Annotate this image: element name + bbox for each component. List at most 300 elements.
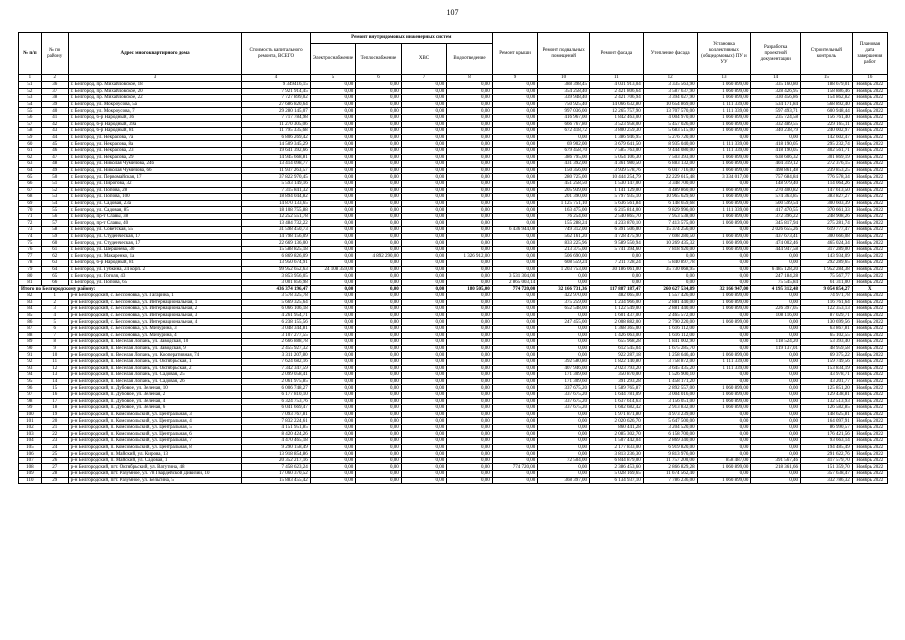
column-index: 14	[751, 75, 801, 82]
amount-cell: 0,00	[447, 444, 493, 451]
amount-cell: 562 161,20	[538, 233, 590, 240]
amount-cell: 0,00	[492, 253, 538, 260]
index-cell: 90	[19, 345, 42, 352]
amount-cell: 0,00	[643, 253, 697, 260]
amount-cell: 0,00	[401, 128, 447, 135]
index-cell: 11	[41, 358, 68, 365]
date-cell: Ноябрь 2022	[852, 464, 887, 471]
amount-cell: 749 312,00	[538, 227, 590, 234]
amount-cell: 7 503 393,00	[643, 154, 697, 161]
table-row	[19, 471, 888, 478]
amount-cell: 0,00	[310, 471, 356, 478]
table-row	[19, 88, 888, 95]
amount-cell: 418 190,05	[751, 141, 801, 148]
index-cell: 59	[19, 134, 42, 141]
amount-cell: 0,00	[310, 411, 356, 418]
table-row	[19, 391, 888, 398]
amount-cell: 0,00	[751, 372, 801, 379]
amount-cell: 0,00	[401, 233, 447, 240]
table-row	[19, 332, 888, 339]
amount-cell: 5 741 394,60	[590, 246, 644, 253]
date-cell: Ноябрь 2022	[852, 319, 887, 326]
amount-cell: 2 085 302,70	[590, 431, 644, 438]
amount-cell: 1 111 339,00	[697, 207, 751, 214]
amount-cell: 0,00	[447, 101, 493, 108]
amount-cell: 69 375,22	[800, 352, 852, 359]
amount-cell: 0,00	[538, 352, 590, 359]
amount-cell: 13 918 854,86	[242, 451, 310, 458]
amount-cell: 0,00	[401, 424, 447, 431]
amount-cell: 0,00	[401, 438, 447, 445]
index-cell: 9	[41, 345, 68, 352]
amount-cell: 0,00	[751, 352, 801, 359]
amount-cell: 0,00	[356, 266, 402, 273]
amount-cell: 1 203 753,00	[538, 266, 590, 273]
amount-cell: 4 892 290,00	[356, 253, 402, 260]
amount-cell: 350 870,00	[590, 372, 644, 379]
header-design: Разработка проектной документации	[751, 33, 801, 75]
amount-cell: 1 060 899,00	[697, 200, 751, 207]
amount-cell: 1 530 147,00	[590, 180, 644, 187]
amount-cell: 672 418,72	[538, 128, 590, 135]
amount-cell: 7 458 623,24	[242, 464, 310, 471]
date-cell: Ноябрь 2022	[852, 345, 887, 352]
index-cell: 27	[41, 464, 68, 471]
amount-cell: 0,00	[492, 82, 538, 89]
subtotal-cell: 32 166 731,36	[538, 286, 590, 293]
amount-cell: 155 288,24	[538, 220, 590, 227]
amount-cell: 0,00	[310, 82, 356, 89]
amount-cell: 0,00	[310, 128, 356, 135]
amount-cell: 0,00	[538, 279, 590, 286]
amount-cell: 0,00	[310, 372, 356, 379]
amount-cell: 7 818 920,00	[643, 246, 697, 253]
address-cell: р-н Белгородский, с. Бессоновка, ул. Интернациональная, 2	[68, 306, 242, 313]
amount-cell: 0,00	[310, 167, 356, 174]
amount-cell: 43 978,71	[800, 372, 852, 379]
amount-cell: 422 970,00	[538, 293, 590, 300]
address-cell: р-н Белгородский, п. Комсомольский, ул. Центральная, 4	[68, 418, 242, 425]
index-cell: 79	[19, 266, 42, 273]
amount-cell: 0,00	[401, 391, 447, 398]
amount-cell: 6 919 820,00	[643, 444, 697, 451]
amount-cell: 0,00	[401, 411, 447, 418]
amount-cell: 0,00	[356, 128, 402, 135]
address-cell: р-н Белгородский, п. Веселая Лопань, ул. Октябрьская, 1	[68, 358, 242, 365]
amount-cell: 2 008 882,00	[590, 319, 644, 326]
index-cell: 49	[41, 167, 68, 174]
amount-cell: 7 727 899,02	[242, 95, 310, 102]
amount-cell: 0,00	[356, 187, 402, 194]
amount-cell: 0,00	[356, 108, 402, 115]
index-cell: 38	[41, 95, 68, 102]
amount-cell: 0,00	[356, 141, 402, 148]
amount-cell: 0,00	[447, 457, 493, 464]
amount-cell: 2 892 557,00	[643, 385, 697, 392]
amount-cell: 0,00	[492, 332, 538, 339]
date-cell: Ноябрь 2022	[852, 187, 887, 194]
amount-cell: 354 258,40	[538, 88, 590, 95]
amount-cell: 2 869 340,00	[643, 438, 697, 445]
amount-cell: 0,00	[751, 444, 801, 451]
index-cell: 70	[19, 207, 42, 214]
table-row	[19, 101, 888, 108]
amount-cell: 0,00	[492, 187, 538, 194]
date-cell: Ноябрь 2022	[852, 365, 887, 372]
amount-cell: 386 795,00	[538, 154, 590, 161]
amount-cell: 0,00	[401, 418, 447, 425]
address-cell: г. Белгород, ул. Советская, 55	[68, 227, 242, 234]
address-cell: г. Белгород, ул. Садовая, 85	[68, 207, 242, 214]
amount-cell: 0,00	[447, 464, 493, 471]
index-cell: 62	[41, 253, 68, 260]
date-cell: Ноябрь 2022	[852, 174, 887, 181]
amount-cell: 20 352 217,16	[242, 457, 310, 464]
amount-cell: 0,00	[356, 147, 402, 154]
repair-table	[18, 32, 888, 484]
amount-cell: 0,00	[356, 345, 402, 352]
amount-cell: 3 107 277,55	[242, 332, 310, 339]
index-cell: 56	[19, 114, 42, 121]
amount-cell: 0,00	[538, 424, 590, 431]
address-cell: г. Белгород, пр. Михайловское, 22	[68, 95, 242, 102]
table-row	[19, 253, 888, 260]
amount-cell: 0,00	[310, 187, 356, 194]
date-cell: Ноябрь 2022	[852, 293, 887, 300]
amount-cell: 87 029,71	[800, 312, 852, 319]
table-row	[19, 398, 888, 405]
index-cell: 105	[19, 444, 42, 451]
index-cell: 71	[19, 213, 42, 220]
index-cell: 66	[41, 279, 68, 286]
amount-cell: 0,00	[356, 405, 402, 412]
amount-cell: 0,00	[310, 108, 356, 115]
amount-cell: 0,00	[356, 95, 402, 102]
table-body-district	[19, 293, 888, 484]
amount-cell: 402 561,71	[800, 147, 852, 154]
amount-cell: 0,00	[447, 167, 493, 174]
amount-cell: 0,00	[401, 457, 447, 464]
amount-cell: 13 950 674,91	[242, 260, 310, 267]
subtotal-label: Итого по Белгородскому району:	[19, 286, 242, 293]
amount-cell: 332 786,32	[800, 477, 852, 484]
amount-cell: 0,00	[751, 424, 801, 431]
date-cell: Ноябрь 2022	[852, 385, 887, 392]
amount-cell: 0,00	[447, 108, 493, 115]
amount-cell: 0,00	[310, 378, 356, 385]
amount-cell: 6 883 132,00	[643, 161, 697, 168]
amount-cell: 0,00	[697, 332, 751, 339]
date-cell: Ноябрь 2022	[852, 405, 887, 412]
date-cell: Ноябрь 2022	[852, 339, 887, 346]
amount-cell: 860 441,28	[590, 424, 644, 431]
amount-cell: 0,00	[492, 345, 538, 352]
amount-cell: 0,00	[492, 378, 538, 385]
amount-cell: 0,00	[401, 134, 447, 141]
amount-cell: 229 165,11	[800, 121, 852, 128]
amount-cell: 247 184,28	[751, 273, 801, 280]
amount-cell: 0,00	[751, 378, 801, 385]
date-cell: Ноябрь 2022	[852, 325, 887, 332]
amount-cell: 0,00	[401, 471, 447, 478]
index-cell: 24	[41, 444, 68, 451]
table-row	[19, 438, 888, 445]
amount-cell: 129 438,81	[800, 391, 852, 398]
subtotal-cell: 0,00	[356, 286, 402, 293]
address-cell: р-н Белгородский, п. Комсомольский, ул. Центральная, 8	[68, 444, 242, 451]
amount-cell: 0,00	[492, 312, 538, 319]
amount-cell: 0,00	[697, 279, 751, 286]
table-row	[19, 279, 888, 286]
amount-cell: 0,00	[590, 279, 644, 286]
amount-cell: 638 606,32	[751, 154, 801, 161]
index-cell: 52	[19, 88, 42, 95]
address-cell: г. Белгород, ул. Губкина, 24 корп. 2	[68, 266, 242, 273]
table-row	[19, 194, 888, 201]
amount-cell: 417 470,55	[751, 207, 801, 214]
date-cell: Ноябрь 2022	[852, 451, 887, 458]
index-cell: 2	[41, 299, 68, 306]
address-cell: г. Белгород, ул. Пирогова, 32	[68, 180, 242, 187]
amount-cell: 1 616 112,00	[643, 332, 697, 339]
amount-cell: 116 761,64	[800, 299, 852, 306]
amount-cell: 0,00	[401, 82, 447, 89]
amount-cell: 4 151 951,85	[242, 424, 310, 431]
amount-cell: 330 456,86	[751, 95, 801, 102]
amount-cell: 37 822 970,45	[242, 174, 310, 181]
amount-cell: 1 971 871,80	[590, 411, 644, 418]
amount-cell: 69 902,00	[538, 141, 590, 148]
amount-cell: 4 031 913,04	[590, 82, 644, 89]
index-cell: 43	[41, 128, 68, 135]
address-cell: р-н Белгородский, п. Майский, ул. Кирова, 13	[68, 451, 242, 458]
amount-cell: 63 867,81	[800, 325, 852, 332]
table-row	[19, 457, 888, 464]
amount-cell: 1 060 899,00	[697, 240, 751, 247]
amount-cell: 6 391 506,00	[590, 227, 644, 234]
subtotal-cell: 436 374 196,47	[242, 286, 310, 293]
amount-cell: 188 679,01	[800, 82, 852, 89]
amount-cell: 1 426 063,00	[590, 332, 644, 339]
amount-cell: 0,00	[310, 161, 356, 168]
amount-cell: 31 598 450,73	[242, 227, 310, 234]
amount-cell: 0,00	[356, 457, 402, 464]
amount-cell: 0,00	[401, 253, 447, 260]
amount-cell: 9 444 080,00	[643, 147, 697, 154]
amount-cell: 0,00	[356, 194, 402, 201]
amount-cell: 2 865 003,14	[492, 279, 538, 286]
amount-cell: 0,00	[401, 306, 447, 313]
index-cell: 5	[41, 319, 68, 326]
amount-cell: 0,00	[401, 385, 447, 392]
amount-cell: 0,00	[447, 372, 493, 379]
index-cell: 92	[19, 358, 42, 365]
index-cell: 77	[19, 253, 42, 260]
amount-cell: 2 455 927,32	[242, 345, 310, 352]
table-row	[19, 444, 888, 451]
date-cell: Ноябрь 2022	[852, 194, 887, 201]
index-cell: 55	[19, 108, 42, 115]
amount-cell: 12 265 757,90	[590, 108, 644, 115]
amount-cell: 0,00	[492, 471, 538, 478]
amount-cell: 0,00	[310, 431, 356, 438]
date-cell: Ноябрь 2022	[852, 227, 887, 234]
amount-cell: 335 160,80	[751, 82, 801, 89]
amount-cell: 0,00	[751, 391, 801, 398]
amount-cell: 0,00	[401, 273, 447, 280]
subtotal-cell: 0,00	[401, 286, 447, 293]
amount-cell: 53 393,40	[800, 339, 852, 346]
amount-cell: 1 386 946,95	[590, 134, 644, 141]
amount-cell: 240 002,97	[800, 128, 852, 135]
amount-cell: 0,00	[356, 233, 402, 240]
amount-cell: 2 020 626,70	[590, 418, 644, 425]
amount-cell: 0,00	[751, 358, 801, 365]
address-cell: г. Белгород, ул. Мокроусова, 5а	[68, 101, 242, 108]
date-cell: Ноябрь 2022	[852, 167, 887, 174]
index-cell: 98	[19, 398, 42, 405]
amount-cell: 0,00	[492, 319, 538, 326]
column-index: 12	[643, 75, 697, 82]
amount-cell: 156 761,40	[800, 114, 852, 121]
amount-cell: 0,00	[492, 88, 538, 95]
index-cell: 1	[41, 293, 68, 300]
column-index: 11	[590, 75, 644, 82]
index-cell: 21	[41, 424, 68, 431]
amount-cell: 0,00	[492, 220, 538, 227]
amount-cell: 0,00	[401, 464, 447, 471]
amount-cell: 0,00	[697, 180, 751, 187]
address-cell: г. Белгород, ул. Шершнева, 30	[68, 246, 242, 253]
amount-cell: 3 679 641,50	[590, 141, 644, 148]
amount-cell: 0,00	[751, 438, 801, 445]
amount-cell: 0,00	[401, 207, 447, 214]
amount-cell: 0,00	[447, 451, 493, 458]
amount-cell: 0,00	[492, 405, 538, 412]
index-cell: 23	[41, 438, 68, 445]
amount-cell: 148 625,81	[800, 411, 852, 418]
amount-cell: 0,00	[310, 174, 356, 181]
amount-cell: 226 397,05	[751, 306, 801, 313]
amount-cell: 0,00	[492, 477, 538, 484]
amount-cell: 0,00	[447, 220, 493, 227]
amount-cell: 6 324 753,76	[242, 398, 310, 405]
amount-cell: 482 065,00	[590, 293, 644, 300]
address-cell: г. Белгород, пр. Михайловское, 18	[68, 82, 242, 89]
amount-cell: 774 720,00	[492, 464, 538, 471]
amount-cell: 0,00	[751, 471, 801, 478]
subtotal-body	[19, 286, 888, 293]
table-row	[19, 161, 888, 168]
table-row	[19, 227, 888, 234]
index-cell: 54	[41, 200, 68, 207]
amount-cell: 368 397,00	[538, 477, 590, 484]
index-cell: 47	[41, 154, 68, 161]
amount-cell: 0,00	[356, 339, 402, 346]
amount-cell: 370 661,33	[800, 207, 852, 214]
header-roof: Ремонт крыши	[492, 33, 538, 75]
index-cell: 15	[41, 385, 68, 392]
amount-cell: 0,00	[310, 306, 356, 313]
date-cell: Ноябрь 2022	[852, 95, 887, 102]
date-cell: Ноябрь 2022	[852, 352, 887, 359]
index-cell: 74	[19, 233, 42, 240]
amount-cell: 0,00	[492, 167, 538, 174]
amount-cell: 0,00	[447, 134, 493, 141]
amount-cell: 1 111 339,00	[697, 108, 751, 115]
amount-cell: 0,00	[492, 161, 538, 168]
amount-cell: 3 204 520,00	[643, 424, 697, 431]
amount-cell: 148 979,40	[751, 180, 801, 187]
amount-cell: 0,00	[356, 299, 402, 306]
index-cell: 56	[41, 213, 68, 220]
index-cell: 57	[19, 121, 42, 128]
amount-cell: 4 489 860,00	[643, 187, 697, 194]
amount-cell: 383 827,27	[800, 194, 852, 201]
amount-cell: 0,00	[447, 438, 493, 445]
index-cell: 41	[41, 114, 68, 121]
amount-cell: 0,00	[447, 358, 493, 365]
index-cell: 66	[19, 180, 42, 187]
amount-cell: 6 869 826,09	[242, 253, 310, 260]
table-row	[19, 141, 888, 148]
index-cell: 91	[19, 352, 42, 359]
amount-cell: 0,00	[310, 319, 356, 326]
amount-cell: 2 386 453,60	[590, 464, 644, 471]
amount-cell: 1 952 284,38	[800, 266, 852, 273]
index-cell: 87	[19, 325, 42, 332]
amount-cell: 858 487,00	[697, 457, 751, 464]
header-control: Строительный контроль	[800, 33, 852, 75]
amount-cell: 6 485 128,20	[751, 266, 801, 273]
amount-cell: 0,00	[492, 444, 538, 451]
amount-cell: 5 840 897,78	[643, 260, 697, 267]
amount-cell: 9 829 996,00	[643, 207, 697, 214]
index-cell: 109	[19, 471, 42, 478]
amount-cell: 0,00	[356, 306, 402, 313]
amount-cell: 0,00	[401, 299, 447, 306]
amount-cell: 0,00	[492, 431, 538, 438]
amount-cell: 4 361 980,50	[590, 161, 644, 168]
amount-cell: 0,00	[401, 246, 447, 253]
table-row	[19, 240, 888, 247]
amount-cell: 0,00	[310, 464, 356, 471]
amount-cell: 9 813 976,00	[643, 451, 697, 458]
amount-cell: 0,00	[401, 141, 447, 148]
table-row	[19, 147, 888, 154]
amount-cell: 48 959,58	[800, 345, 852, 352]
amount-cell: 474 002,46	[751, 240, 801, 247]
table-row	[19, 411, 888, 418]
table-row	[19, 220, 888, 227]
table-row	[19, 477, 888, 484]
amount-cell: 0,00	[401, 345, 447, 352]
amount-cell: 1 060 899,00	[697, 306, 751, 313]
index-cell: 59	[41, 233, 68, 240]
address-cell: р-н Белгородский, с. Бессоновка, ул. Интернациональная, 4	[68, 319, 242, 326]
header-district-no: № по району	[41, 33, 68, 75]
amount-cell: 750 925,40	[538, 101, 590, 108]
amount-cell: 1 258 646,40	[643, 352, 697, 359]
column-index: 6	[356, 75, 402, 82]
amount-cell: 29 280 145,07	[242, 108, 310, 115]
index-cell: 84	[19, 306, 42, 313]
date-cell: Ноябрь 2022	[852, 471, 887, 478]
amount-cell: 0,00	[492, 260, 538, 267]
amount-cell: 0,00	[356, 220, 402, 227]
amount-cell: 0,00	[492, 114, 538, 121]
index-cell: 58	[19, 128, 42, 135]
